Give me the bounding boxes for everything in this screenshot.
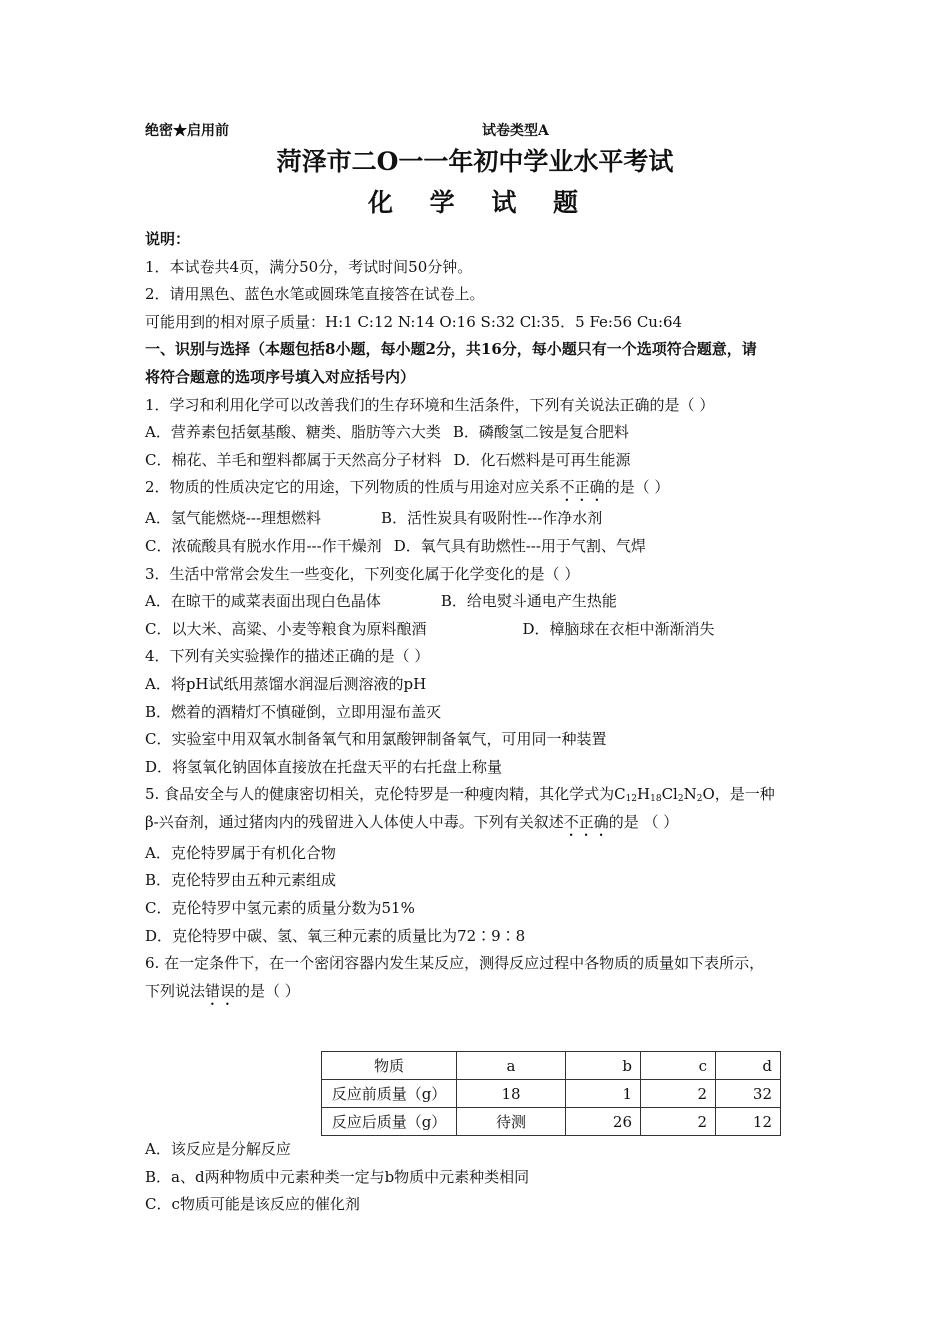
q6-stem-text: 下列说法 — [145, 981, 206, 1000]
q2-options-ab — [145, 505, 825, 533]
atomic-mass-note: 可能用到的相对原子质量：H:1 C:12 N:14 O:16 S:32 Cl:35．5 Fe:56 Cu:64 — [145, 312, 683, 331]
q4-stem: 4．下列有关实验操作的描述正确的是（ ） — [145, 647, 430, 666]
table-cell: 2 — [641, 1080, 716, 1108]
q1-stem: 1．学习和利用化学可以改善我们的生存环境和生活条件，下列有关说法正确的是（ ） — [145, 395, 715, 414]
q6-stem-end: 的是（ ） — [235, 981, 300, 1000]
q5-stem-text-2: β-兴奋剂，通过猪肉内的残留进入人体使人中毒。下列有关叙述 — [145, 812, 564, 831]
table-header-cell: b — [566, 1052, 641, 1080]
section1-title: 一、识别与选择（本题包括8小题，每小题2分，共16分，每小题只有一个选项符合题意，请 — [145, 340, 757, 359]
table-cell: 2 — [641, 1108, 716, 1136]
table-cell: 反应前质量（g） — [322, 1080, 457, 1108]
exam-title: 菏泽市二O一一年初中学业水平考试 — [276, 147, 674, 176]
q6-stem: 6. 在一定条件下，在一个密闭容器内发生某反应，测得反应过程中各物质的质量如下表所示， — [145, 954, 765, 973]
q5-stem-end: ，是一种 — [714, 785, 775, 804]
formula-el: H — [637, 785, 651, 804]
table-header-cell: a — [457, 1052, 566, 1080]
q6-options — [145, 1136, 529, 1219]
exam-subtitle: 化 学 试 题 — [367, 188, 593, 217]
q1-option-a: A．营养素包括氨基酸、糖类、脂肪等六大类 — [145, 423, 441, 442]
q1-option-c: C．棉花、羊毛和塑料都属于天然高分子材料 — [145, 450, 442, 469]
q2-option-a: A．氢气能燃烧---理想燃料 — [145, 509, 322, 528]
q5-emphasis: 不正确 — [563, 812, 609, 831]
formula-el: N — [683, 785, 697, 804]
q2-stem-end: 的是（ ） — [604, 478, 670, 497]
mass-table — [321, 1051, 781, 1136]
table-cell: 12 — [716, 1108, 781, 1136]
table-cell: 18 — [457, 1080, 566, 1108]
q5-option-b: B．克伦特罗由五种元素组成 — [145, 871, 337, 890]
q5-option-c: C．克伦特罗中氢元素的质量分数为51% — [145, 899, 415, 918]
q6-option-a: A．该反应是分解反应 — [145, 1140, 291, 1158]
q6-stem-cont — [145, 978, 825, 1009]
q4-option-c: C．实验室中用双氧水制备氧气和用氯酸钾制备氧气，可用同一种装置 — [145, 730, 607, 749]
q5-option-d: D．克伦特罗中碳、氢、氧三种元素的质量比为72∶9∶8 — [145, 926, 526, 945]
q4-option-d: D．将氢氧化钠固体直接放在托盘天平的右托盘上称量 — [145, 757, 503, 776]
q2-stem — [145, 474, 825, 505]
q3-option-d: D．樟脑球在衣柜中渐渐消失 — [522, 619, 715, 638]
table-header-row — [322, 1052, 781, 1080]
q3-stem: 3．生活中常常会发生一些变化，下列变化属于化学变化的是（ ） — [145, 564, 580, 583]
formula-el: O — [702, 785, 715, 804]
q6-option-b: B．a、d两种物质中元素种类一定与b物质中元素种类相同 — [145, 1167, 530, 1186]
q1-option-b: B．磷酸氢二铵是复合肥料 — [452, 423, 629, 442]
q1-option-d: D．化石燃料是可再生能源 — [453, 450, 631, 469]
q2-option-d: D．氧气具有助燃性---用于气割、气焊 — [393, 536, 646, 555]
q6-option-c: C．c物质可能是该反应的催化剂 — [145, 1195, 360, 1214]
q5-stem-text: 5. 食品安全与人的健康密切相关，克伦特罗是一种瘦肉精，其化学式为C — [145, 785, 626, 804]
paper-type-label: 试卷类型A — [482, 123, 549, 139]
table-header-cell: c — [641, 1052, 716, 1080]
q2-emphasis: 不正确 — [559, 478, 605, 497]
secret-label: 绝密★启用前 — [145, 123, 229, 139]
q6-emphasis: 错误 — [205, 981, 236, 1000]
q1-options-ab — [145, 419, 825, 447]
q1-options-cd — [145, 447, 825, 475]
section1-title-cont: 将符合题意的选项序号填入对应括号内） — [145, 367, 416, 386]
q3-option-c: C．以大米、高粱、小麦等粮食为原料酿酒 — [145, 619, 427, 638]
table-cell: 1 — [566, 1080, 641, 1108]
q5-stem — [145, 781, 825, 809]
q3-options-ab — [145, 588, 825, 616]
q3-options-cd — [145, 616, 825, 644]
q3-option-b: B．给电熨斗通电产生热能 — [440, 592, 617, 611]
note-2: 2．请用黑色、蓝色水笔或圆珠笔直接答在试卷上。 — [145, 285, 485, 304]
q3-option-a: A．在晾干的咸菜表面出现白色晶体 — [145, 592, 381, 611]
table-cell: 待测 — [457, 1108, 566, 1136]
notes-heading: 说明： — [145, 230, 191, 248]
formula-sub: 18 — [650, 794, 662, 805]
formula-sub: 12 — [625, 794, 638, 805]
q5-option-a: A．克伦特罗属于有机化合物 — [145, 843, 336, 862]
exam-header — [145, 120, 825, 144]
q4-option-b: B．燃着的酒精灯不慎碰倒，立即用湿布盖灭 — [145, 702, 442, 721]
table-row — [322, 1080, 781, 1108]
formula-sub: 2 — [696, 794, 703, 805]
q2-options-cd — [145, 533, 825, 561]
table-header-cell: d — [716, 1052, 781, 1080]
exam-page — [145, 120, 825, 1009]
table-header-cell: 物质 — [322, 1052, 457, 1080]
q5-stem-cont — [145, 809, 825, 840]
table-cell: 反应后质量（g） — [322, 1108, 457, 1136]
formula-sub: 2 — [677, 794, 684, 805]
q2-option-b: B．活性炭具有吸附性---作净水剂 — [381, 509, 603, 528]
q4-option-a: A．将pH试纸用蒸馏水润湿后测溶液的pH — [145, 674, 427, 693]
q5-stem-end-2: 的是 （ ） — [608, 812, 679, 831]
q2-option-c: C．浓硫酸具有脱水作用---作干燥剂 — [145, 536, 382, 555]
formula-el: Cl — [661, 785, 678, 804]
table-row — [322, 1108, 781, 1136]
table-cell: 26 — [566, 1108, 641, 1136]
q2-stem-text: 2．物质的性质决定它的用途，下列物质的性质与用途对应关系 — [145, 478, 560, 497]
note-1: 1．本试卷共4页，满分50分，考试时间50分钟。 — [145, 257, 473, 276]
table-cell: 32 — [716, 1080, 781, 1108]
